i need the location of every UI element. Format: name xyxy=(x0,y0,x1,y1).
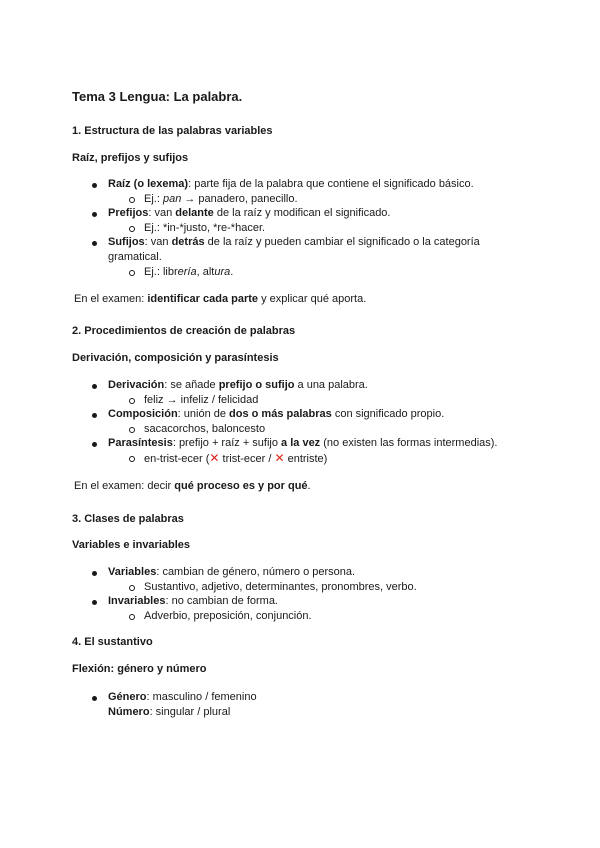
example-raiz: Ej.: pan → panadero, panecillo. xyxy=(144,193,298,205)
sub-bullet-icon xyxy=(129,585,135,591)
section-1-subheading: Raíz, prefijos y sufijos xyxy=(72,152,189,164)
cross-mark-icon: ✕ xyxy=(209,451,220,465)
list-item-derivacion: Derivación: se añade prefijo o sufijo a una palabra. xyxy=(108,379,368,391)
example-derivacion: feliz → infeliz / felicidad xyxy=(144,394,259,406)
list-item-genero: Género: masculino / femenino xyxy=(108,691,257,703)
example-parasintesis: en-trist-ecer (✕ trist-ecer / ✕ entriste) xyxy=(144,451,328,465)
bullet-icon xyxy=(92,384,97,389)
list-item-composicion: Composición: unión de dos o más palabras con significado propio. xyxy=(108,408,445,420)
exam-note-2: En el examen: decir qué proceso es y por qué. xyxy=(74,480,311,492)
section-4-heading: 4. El sustantivo xyxy=(72,636,153,648)
bullet-icon xyxy=(92,600,97,605)
section-4-subheading: Flexión: género y número xyxy=(72,663,207,675)
list-item-parasintesis: Parasíntesis: prefijo + raíz + sufijo a la vez (no existen las formas intermedias). xyxy=(108,437,498,449)
list-item-variables: Variables: cambian de género, número o persona. xyxy=(108,566,356,578)
section-3-heading: 3. Clases de palabras xyxy=(72,513,184,525)
section-1-heading: 1. Estructura de las palabras variables xyxy=(72,125,273,137)
bullet-icon xyxy=(92,413,97,418)
list-item-prefijos: Prefijos: van delante de la raíz y modifican el significado. xyxy=(108,207,391,219)
example-sufijos: Ej.: librería, altura. xyxy=(144,266,234,278)
example-prefijos: Ej.: *in-*justo, *re-*hacer. xyxy=(144,222,266,234)
bullet-icon xyxy=(92,212,97,217)
list-item-numero: Número: singular / plural xyxy=(108,706,231,718)
doc-title: Tema 3 Lengua: La palabra. xyxy=(72,89,243,104)
bullet-icon xyxy=(92,696,97,701)
bullet-icon xyxy=(92,442,97,447)
list-item-invariables: Invariables: no cambian de forma. xyxy=(108,595,278,607)
sub-bullet-icon xyxy=(129,270,135,276)
exam-note-1: En el examen: identificar cada parte y explicar qué aporta. xyxy=(74,293,367,305)
example-invariables: Adverbio, preposición, conjunción. xyxy=(144,610,312,622)
bullet-icon xyxy=(92,571,97,576)
sub-bullet-icon xyxy=(129,197,135,203)
section-2-subheading: Derivación, composición y parasíntesis xyxy=(72,352,279,364)
example-composicion: sacacorchos, baloncesto xyxy=(144,423,266,435)
list-item-raiz: Raíz (o lexema): parte fija de la palabra que contiene el significado básico. xyxy=(108,178,474,190)
sub-bullet-icon xyxy=(129,226,135,232)
section-2-heading: 2. Procedimientos de creación de palabras xyxy=(72,325,296,337)
section-3-subheading: Variables e invariables xyxy=(72,539,191,551)
list-item-sufijos: Sufijos: van detrás de la raíz y pueden cambiar el significado o la categoría gramatical. xyxy=(108,236,480,263)
example-variables: Sustantivo, adjetivo, determinantes, pronombres, verbo. xyxy=(144,581,417,593)
bullet-icon xyxy=(92,241,97,246)
sub-bullet-icon xyxy=(129,614,135,620)
cross-mark-icon: ✕ xyxy=(274,451,285,465)
bullet-icon xyxy=(92,183,97,188)
sub-bullet-icon xyxy=(129,398,135,404)
sub-bullet-icon xyxy=(129,456,135,462)
sub-bullet-icon xyxy=(129,427,135,433)
